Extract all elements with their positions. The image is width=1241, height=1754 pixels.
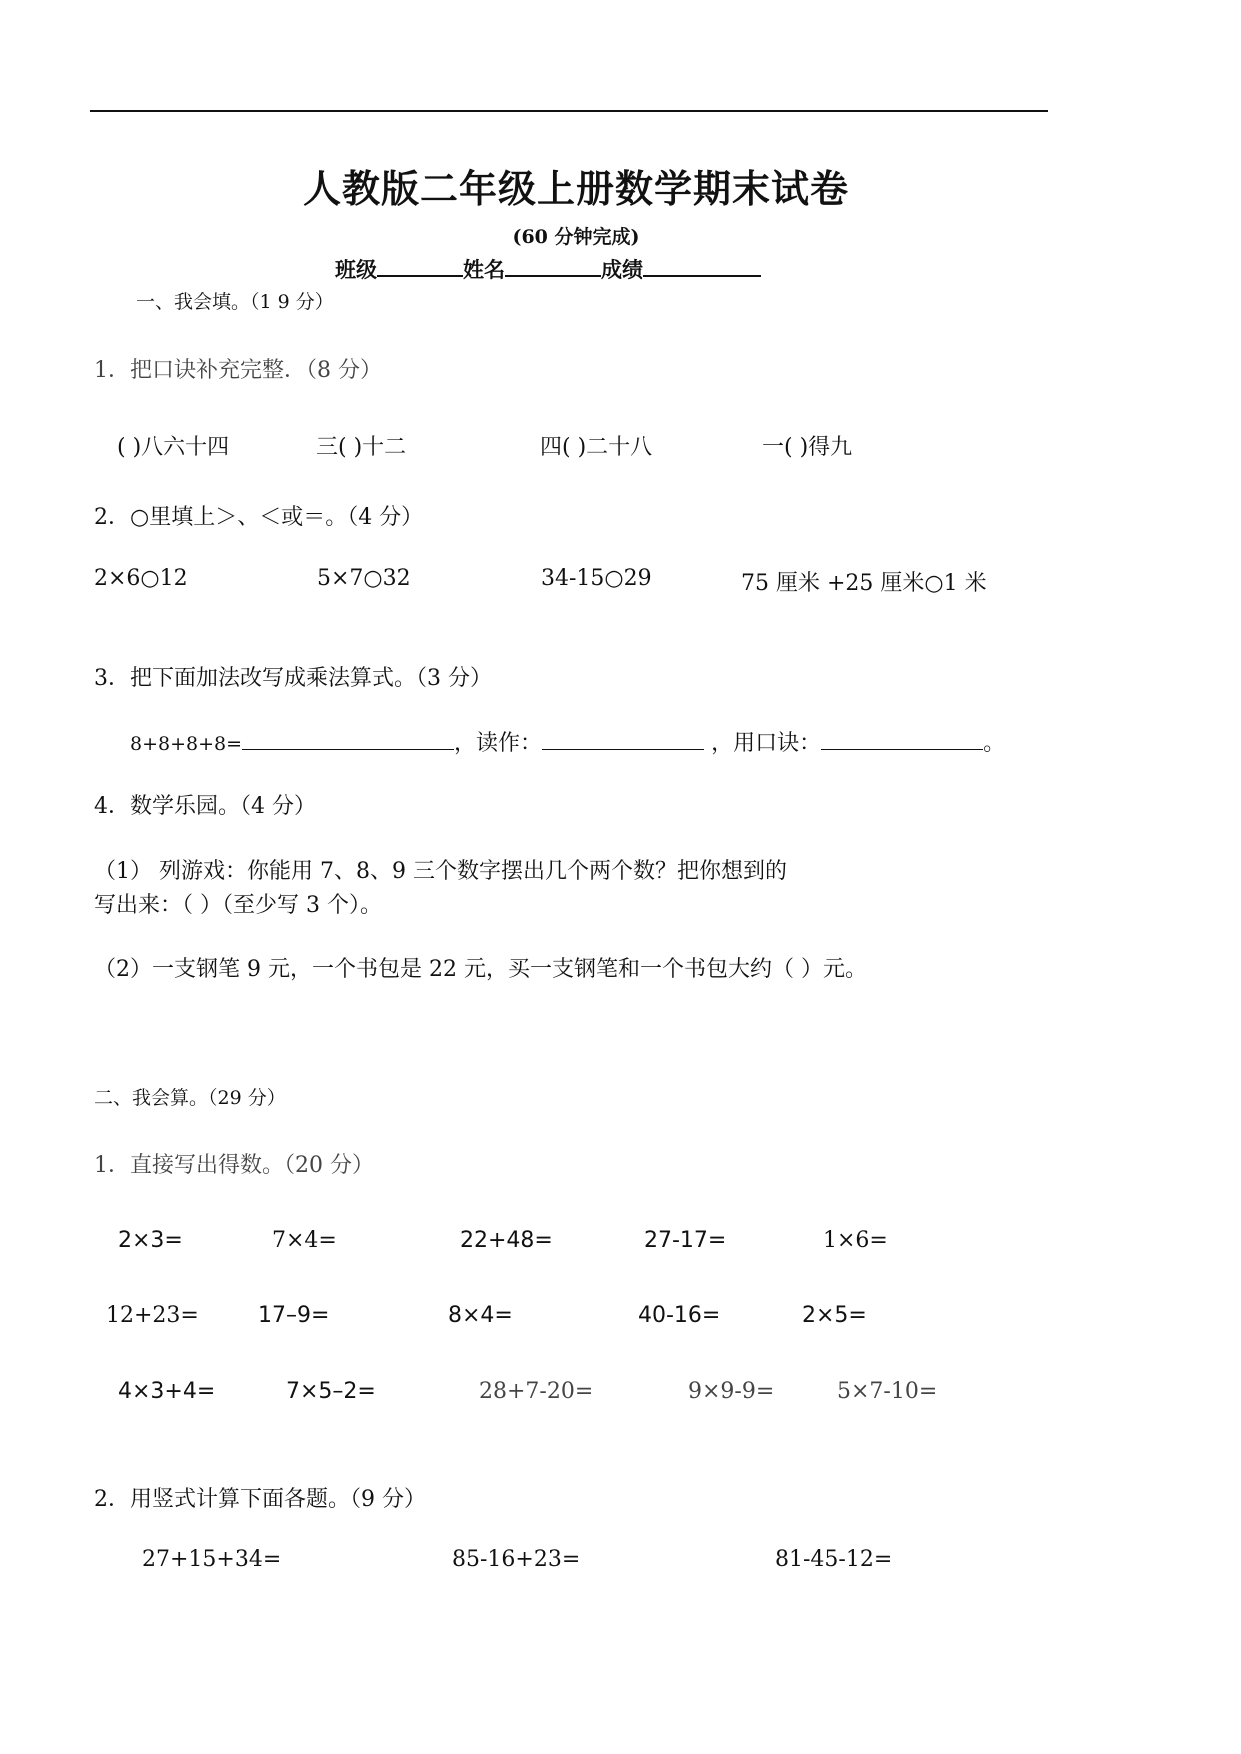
s1-q2-item: 34-15○29 [541, 566, 652, 591]
s1-q4-title: 4．数学乐园。（4 分） [94, 794, 316, 819]
class-blank[interactable] [377, 255, 463, 277]
calc-item: 40-16= [638, 1303, 721, 1328]
q3-end: 。 [983, 731, 1006, 756]
s1-q2-title: 2．○里填上＞、＜或＝。（4 分） [94, 505, 424, 530]
calc-item: 28+7-20= [479, 1379, 594, 1404]
score-blank[interactable] [643, 255, 761, 277]
score-label: 成绩 [601, 258, 643, 282]
vertical-calc-item: 27+15+34= [142, 1547, 282, 1572]
calc-item: 2×5= [802, 1303, 867, 1328]
q3-rhyme-blank[interactable] [821, 729, 983, 750]
s1-q2-item: 5×7○32 [317, 566, 411, 591]
calc-item: 27-17= [644, 1228, 727, 1253]
q3-read-label: ，读作： [454, 731, 543, 756]
calc-item: 8×4= [448, 1303, 513, 1328]
name-label: 姓名 [463, 258, 505, 282]
section1-heading: 一、我会填。（1 9 分） [136, 291, 334, 313]
s1-q2-item: 2×6○12 [94, 566, 188, 591]
calc-item: 4×3+4= [118, 1379, 216, 1404]
s1-q1-item: 一( )得九 [762, 435, 853, 460]
s1-q4-p1-line1: （1） 列游戏：你能用 7、8、9 三个数字摆出几个两个数？把你想到的 [94, 859, 787, 884]
calc-item: 1×6= [823, 1228, 888, 1253]
calc-item: 12+23= [106, 1303, 199, 1328]
class-label: 班级 [335, 258, 377, 282]
s2-q2-title: 2．用竖式计算下面各题。（9 分） [94, 1487, 426, 1512]
s1-q1-item: 三( )十二 [316, 435, 407, 460]
vertical-calc-item: 81-45-12= [775, 1547, 893, 1572]
s2-q1-title: 1．直接写出得数。（20 分） [94, 1153, 374, 1178]
header-rule [90, 110, 1048, 112]
q3-rhyme-label: ，用口诀： [711, 731, 822, 756]
section2-heading: 二、我会算。（29 分） [94, 1087, 286, 1109]
page-subtitle: (60 分钟完成) [512, 226, 640, 248]
s1-q1-title: 1．把口诀补充完整．（8 分） [94, 358, 382, 383]
s1-q1-item: 四( )二十八 [540, 435, 653, 460]
name-blank[interactable] [505, 255, 601, 277]
calc-item: 7×4= [272, 1228, 337, 1253]
calc-item: 22+48= [460, 1228, 553, 1253]
calc-item: 9×9-9= [688, 1379, 775, 1404]
q3-expression: 8+8+8+8= [130, 733, 243, 755]
q3-answer-blank[interactable] [242, 729, 454, 750]
student-info-line [335, 254, 761, 284]
s1-q1-item: ( )八六十四 [117, 435, 230, 460]
calc-item: 5×7-10= [837, 1379, 938, 1404]
calc-item: 7×5–2= [286, 1379, 376, 1404]
s1-q4-p2: （2）一支钢笔 9 元，一个书包是 22 元，买一支钢笔和一个书包大约（ ）元。 [94, 957, 867, 982]
s1-q2-item: 75 厘米 +25 厘米○1 米 [741, 571, 987, 596]
calc-item: 2×3= [118, 1228, 183, 1253]
calc-item: 17–9= [258, 1303, 330, 1328]
s1-q3-line [130, 726, 1005, 757]
s1-q3-title: 3．把下面加法改写成乘法算式。（3 分） [94, 666, 492, 691]
page-title: 人教版二年级上册数学期末试卷 [302, 167, 849, 211]
vertical-calc-item: 85-16+23= [452, 1547, 581, 1572]
s1-q4-p1-line2: 写出来：（ ）（至少写 3 个）。 [94, 893, 382, 918]
q3-read-blank[interactable] [542, 729, 704, 750]
